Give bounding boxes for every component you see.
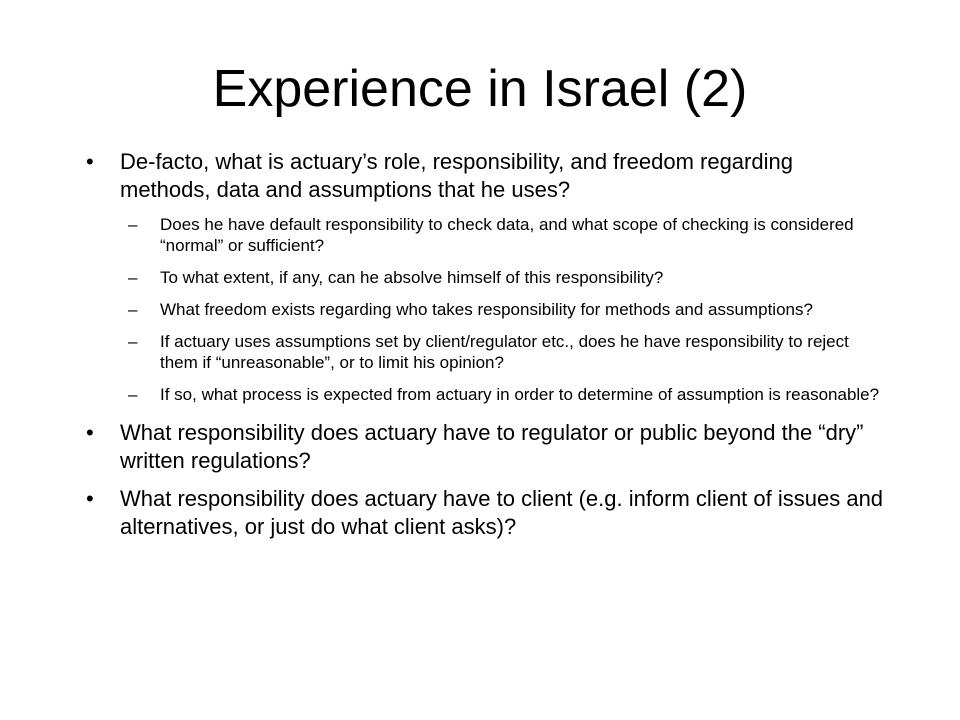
dash-marker: – (128, 300, 138, 319)
dash-marker: – (128, 332, 138, 351)
bullet-item (86, 148, 886, 204)
bullet-marker: • (86, 149, 94, 174)
sub-bullet-list (86, 214, 886, 405)
sub-bullet-text: What freedom exists regarding who takes responsibility for methods and assumptions? (160, 300, 813, 319)
slide-body (86, 148, 886, 551)
sub-bullet-item (86, 299, 886, 320)
bullet-item (86, 485, 886, 541)
bullet-text: What responsibility does actuary have to client (e.g. inform client of issues and alternatives, or just do what client asks)? (120, 486, 884, 539)
sub-bullet-item (86, 331, 886, 373)
dash-marker: – (128, 268, 138, 287)
sub-bullet-item (86, 267, 886, 288)
sub-bullet-item (86, 214, 886, 256)
sub-bullet-text: If actuary uses assumptions set by client/regulator etc., does he have responsibility to reject them if “unreasonable”, or to limit his opinion? (160, 332, 849, 372)
sub-bullet-item (86, 384, 886, 405)
sub-bullet-text: To what extent, if any, can he absolve himself of this responsibility? (160, 268, 664, 287)
bullet-text: What responsibility does actuary have to regulator or public beyond the “dry” written regulations? (120, 420, 864, 473)
bullet-text: De-facto, what is actuary’s role, responsibility, and freedom regarding methods, data and assumptions that he uses? (120, 149, 793, 202)
bullet-item (86, 419, 886, 475)
dash-marker: – (128, 385, 138, 404)
bullet-marker: • (86, 420, 94, 445)
dash-marker: – (128, 215, 138, 234)
sub-bullet-text: If so, what process is expected from actuary in order to determine of assumption is reasonable? (160, 385, 880, 404)
bullet-marker: • (86, 486, 94, 511)
sub-bullet-text: Does he have default responsibility to check data, and what scope of checking is considered “normal” or sufficient? (160, 215, 854, 255)
slide-title: Experience in Israel (2) (212, 60, 748, 118)
